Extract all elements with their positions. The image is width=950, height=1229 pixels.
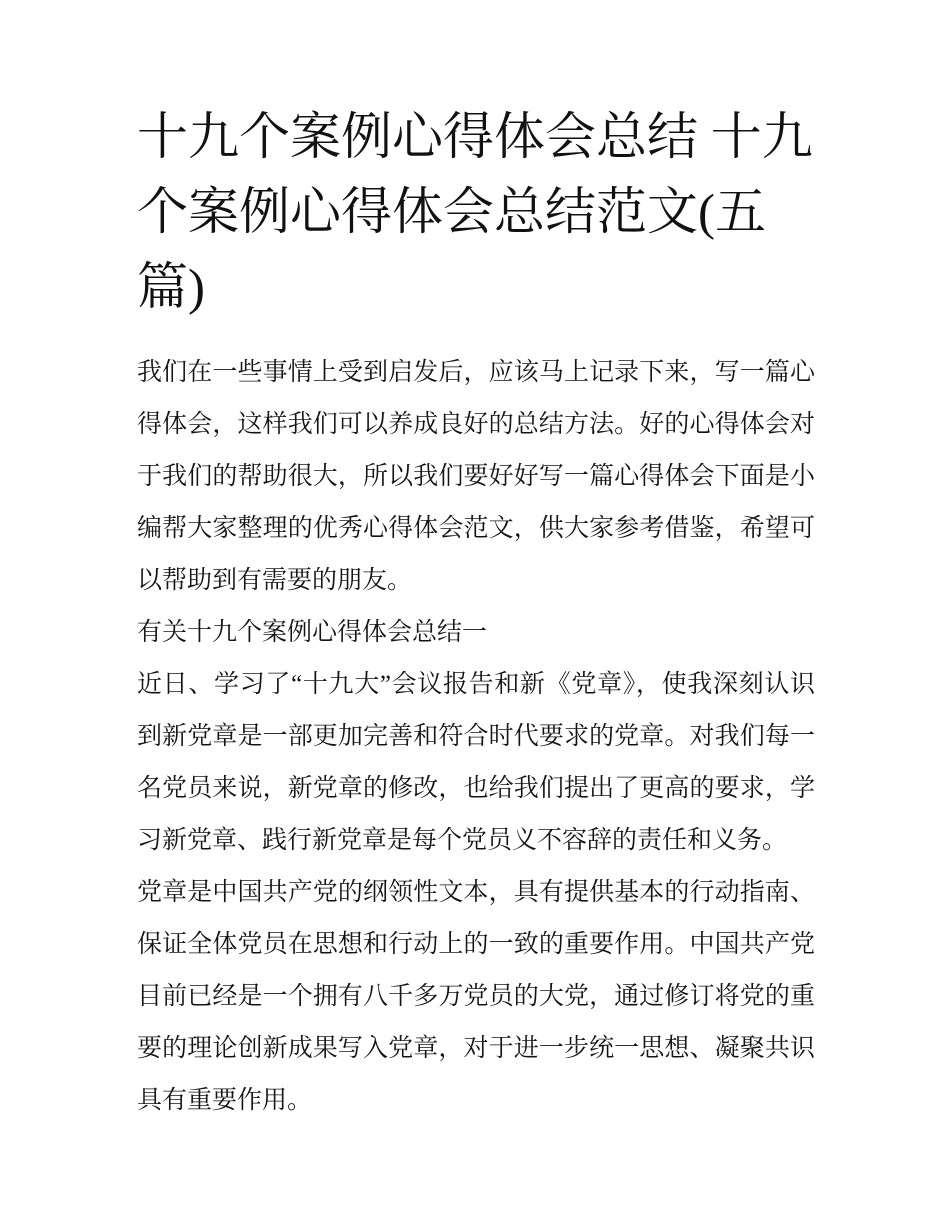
body-paragraph-1: 近日、学习了“十九大”会议报告和新《党章》，使我深刻认识到新党章是一部更加完善和符合时代要求的党章。对我们每一名党员来说，新党章的修改，也给我们提出了更高的要求，学习新党章、践行新党章是每个党员义不容辞的责任和义务。 [137,671,815,854]
document-title: 十九个案例心得体会总结 十九个案例心得体会总结范文(五篇) [137,110,813,316]
body-paragraph-2: 党章是中国共产党的纲领性文本，具有提供基本的行动指南、保证全体党员在思想和行动上的一致的重要作用。中国共产党目前已经是一个拥有八千多万党员的大党，通过修订将党的重要的理论创新成果写入党章，对于进一步统一思想、凝聚共识具有重要作用。 [137,879,815,1114]
intro-paragraph: 我们在一些事情上受到启发后，应该马上记录下来，写一篇心得体会，这样我们可以养成良好的总结方法。好的心得体会对于我们的帮助很大，所以我们要好好写一篇心得体会下面是小编帮大家整理的优秀心得体会范文，供大家参考借鉴，希望可以帮助到有需要的朋友。 [137,359,815,594]
section-heading: 有关十九个案例心得体会总结一 [137,619,488,646]
document-content [137,101,815,1127]
